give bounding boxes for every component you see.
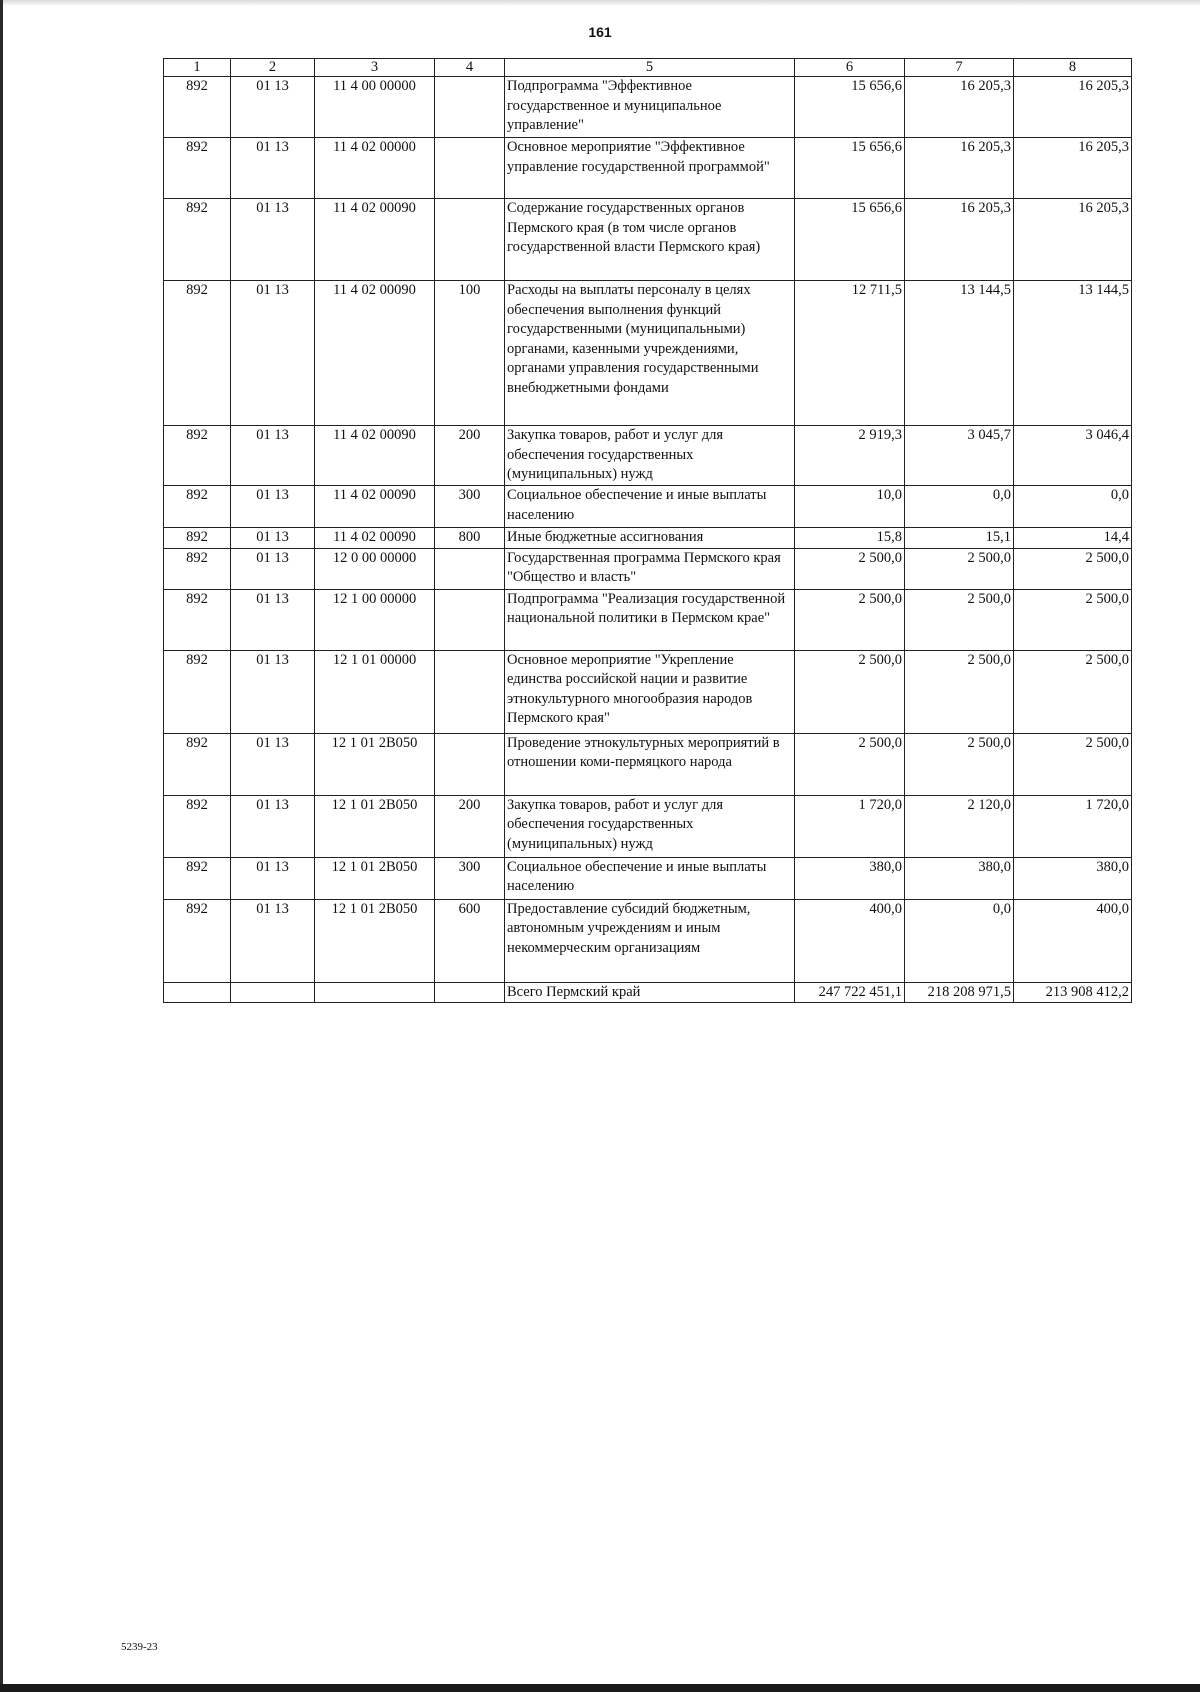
cell-admin-code: 892 [164,857,231,899]
total-label: Всего Пермский край [505,982,795,1003]
cell-amount-2: 16 205,3 [905,77,1014,138]
cell-amount-2: 380,0 [905,857,1014,899]
cell-amount-2: 3 045,7 [905,426,1014,486]
cell-target-code: 11 4 00 00000 [315,77,435,138]
cell-expense-type [435,982,505,1003]
table-total-row [164,982,1132,1003]
cell-amount-2: 16 205,3 [905,199,1014,281]
table-row [164,899,1132,982]
cell-target-code: 12 1 01 00000 [315,650,435,733]
cell-admin-code: 892 [164,733,231,795]
cell-admin-code: 892 [164,199,231,281]
cell-amount-1: 15 656,6 [795,77,905,138]
cell-amount-1: 400,0 [795,899,905,982]
cell-amount-3: 2 500,0 [1014,589,1132,650]
cell-description: Проведение этнокультурных мероприятий в отношении коми-пермяцкого народа [505,733,795,795]
cell-admin-code: 892 [164,795,231,857]
table-row [164,77,1132,138]
cell-amount-1: 15,8 [795,528,905,549]
budget-table [163,58,1132,1003]
cell-amount-3: 2 500,0 [1014,548,1132,589]
cell-section-code: 01 13 [231,589,315,650]
cell-description: Иные бюджетные ассигнования [505,528,795,549]
cell-admin-code [164,982,231,1003]
cell-section-code: 01 13 [231,138,315,199]
cell-amount-2: 2 500,0 [905,650,1014,733]
cell-expense-type: 300 [435,486,505,528]
cell-amount-3: 1 720,0 [1014,795,1132,857]
cell-amount-3: 400,0 [1014,899,1132,982]
cell-amount-1: 10,0 [795,486,905,528]
table-row [164,138,1132,199]
cell-admin-code: 892 [164,589,231,650]
cell-admin-code: 892 [164,899,231,982]
cell-target-code: 12 1 01 2В050 [315,795,435,857]
cell-target-code: 11 4 02 00090 [315,281,435,426]
cell-amount-3: 13 144,5 [1014,281,1132,426]
cell-description: Закупка товаров, работ и услуг для обеспечения государственных (муниципальных) нужд [505,426,795,486]
cell-section-code: 01 13 [231,528,315,549]
cell-amount-2: 2 500,0 [905,589,1014,650]
cell-description: Содержание государственных органов Пермского края (в том числе органов государственной власти Пермского края) [505,199,795,281]
cell-amount-1: 2 500,0 [795,548,905,589]
cell-expense-type [435,199,505,281]
cell-amount-3: 2 500,0 [1014,733,1132,795]
cell-amount-1: 12 711,5 [795,281,905,426]
total-amount-3: 213 908 412,2 [1014,982,1132,1003]
cell-expense-type [435,650,505,733]
cell-expense-type [435,77,505,138]
cell-amount-1: 2 919,3 [795,426,905,486]
cell-admin-code: 892 [164,528,231,549]
cell-expense-type: 600 [435,899,505,982]
total-amount-1: 247 722 451,1 [795,982,905,1003]
table-row [164,486,1132,528]
table-row [164,426,1132,486]
cell-amount-1: 15 656,6 [795,138,905,199]
cell-section-code: 01 13 [231,899,315,982]
column-header: 3 [315,59,435,77]
total-amount-2: 218 208 971,5 [905,982,1014,1003]
cell-expense-type: 800 [435,528,505,549]
cell-amount-1: 380,0 [795,857,905,899]
cell-expense-type: 100 [435,281,505,426]
cell-target-code: 11 4 02 00090 [315,426,435,486]
cell-admin-code: 892 [164,281,231,426]
cell-target-code: 11 4 02 00090 [315,486,435,528]
table-row [164,199,1132,281]
cell-description: Основное мероприятие "Эффективное управление государственной программой" [505,138,795,199]
cell-description: Расходы на выплаты персоналу в целях обеспечения выполнения функций государственными (муниципальными) органами, казенными учреждениями, органами управления государственными внебюджетными фондами [505,281,795,426]
table-header-row [164,59,1132,77]
table-row [164,857,1132,899]
table-row [164,589,1132,650]
cell-amount-3: 2 500,0 [1014,650,1132,733]
cell-amount-2: 2 500,0 [905,548,1014,589]
document-code: 5239-23 [121,1641,158,1653]
cell-amount-1: 1 720,0 [795,795,905,857]
column-header: 5 [505,59,795,77]
table-row [164,795,1132,857]
cell-section-code: 01 13 [231,426,315,486]
cell-expense-type [435,589,505,650]
cell-section-code: 01 13 [231,199,315,281]
column-header: 6 [795,59,905,77]
cell-amount-3: 3 046,4 [1014,426,1132,486]
cell-amount-1: 2 500,0 [795,650,905,733]
page-number: 161 [588,24,612,40]
cell-section-code: 01 13 [231,548,315,589]
cell-target-code: 11 4 02 00000 [315,138,435,199]
column-header: 8 [1014,59,1132,77]
table-row [164,528,1132,549]
cell-amount-2: 15,1 [905,528,1014,549]
cell-admin-code: 892 [164,548,231,589]
cell-section-code: 01 13 [231,857,315,899]
cell-description: Социальное обеспечение и иные выплаты населению [505,857,795,899]
cell-section-code: 01 13 [231,77,315,138]
cell-amount-1: 15 656,6 [795,199,905,281]
cell-description: Государственная программа Пермского края "Общество и власть" [505,548,795,589]
cell-admin-code: 892 [164,426,231,486]
cell-target-code: 12 1 01 2В050 [315,733,435,795]
cell-amount-3: 380,0 [1014,857,1132,899]
column-header: 7 [905,59,1014,77]
table-row [164,733,1132,795]
cell-expense-type: 200 [435,795,505,857]
cell-amount-2: 2 500,0 [905,733,1014,795]
cell-amount-3: 0,0 [1014,486,1132,528]
cell-description: Предоставление субсидий бюджетным, автономным учреждениям и иным некоммерческим организациям [505,899,795,982]
cell-section-code: 01 13 [231,733,315,795]
cell-target-code: 11 4 02 00090 [315,199,435,281]
cell-amount-2: 13 144,5 [905,281,1014,426]
cell-section-code: 01 13 [231,486,315,528]
cell-description: Подпрограмма "Эффективное государственное и муниципальное управление" [505,77,795,138]
scan-top-edge [0,0,1200,6]
cell-target-code: 11 4 02 00090 [315,528,435,549]
cell-expense-type: 300 [435,857,505,899]
cell-target-code: 12 1 01 2В050 [315,857,435,899]
cell-section-code: 01 13 [231,281,315,426]
cell-expense-type: 200 [435,426,505,486]
cell-admin-code: 892 [164,650,231,733]
scan-left-edge [0,0,3,1692]
cell-expense-type [435,733,505,795]
cell-description: Основное мероприятие "Укрепление единства российской нации и развитие этнокультурного многообразия народов Пермского края" [505,650,795,733]
cell-description: Закупка товаров, работ и услуг для обеспечения государственных (муниципальных) нужд [505,795,795,857]
cell-amount-1: 2 500,0 [795,733,905,795]
cell-amount-3: 14,4 [1014,528,1132,549]
cell-target-code: 12 0 00 00000 [315,548,435,589]
cell-amount-2: 2 120,0 [905,795,1014,857]
cell-admin-code: 892 [164,138,231,199]
table-row [164,548,1132,589]
cell-section-code: 01 13 [231,795,315,857]
cell-target-code: 12 1 00 00000 [315,589,435,650]
table-row [164,650,1132,733]
cell-amount-1: 2 500,0 [795,589,905,650]
column-header: 1 [164,59,231,77]
column-header: 4 [435,59,505,77]
cell-amount-3: 16 205,3 [1014,199,1132,281]
cell-target-code [315,982,435,1003]
cell-amount-2: 0,0 [905,899,1014,982]
cell-amount-2: 0,0 [905,486,1014,528]
cell-amount-2: 16 205,3 [905,138,1014,199]
cell-description: Подпрограмма "Реализация государственной национальной политики в Пермском крае" [505,589,795,650]
cell-section-code [231,982,315,1003]
cell-expense-type [435,138,505,199]
cell-admin-code: 892 [164,486,231,528]
cell-description: Социальное обеспечение и иные выплаты населению [505,486,795,528]
cell-amount-3: 16 205,3 [1014,77,1132,138]
cell-admin-code: 892 [164,77,231,138]
scan-bottom-edge [0,1684,1200,1692]
cell-amount-3: 16 205,3 [1014,138,1132,199]
column-header: 2 [231,59,315,77]
cell-target-code: 12 1 01 2В050 [315,899,435,982]
cell-expense-type [435,548,505,589]
cell-section-code: 01 13 [231,650,315,733]
table-row [164,281,1132,426]
